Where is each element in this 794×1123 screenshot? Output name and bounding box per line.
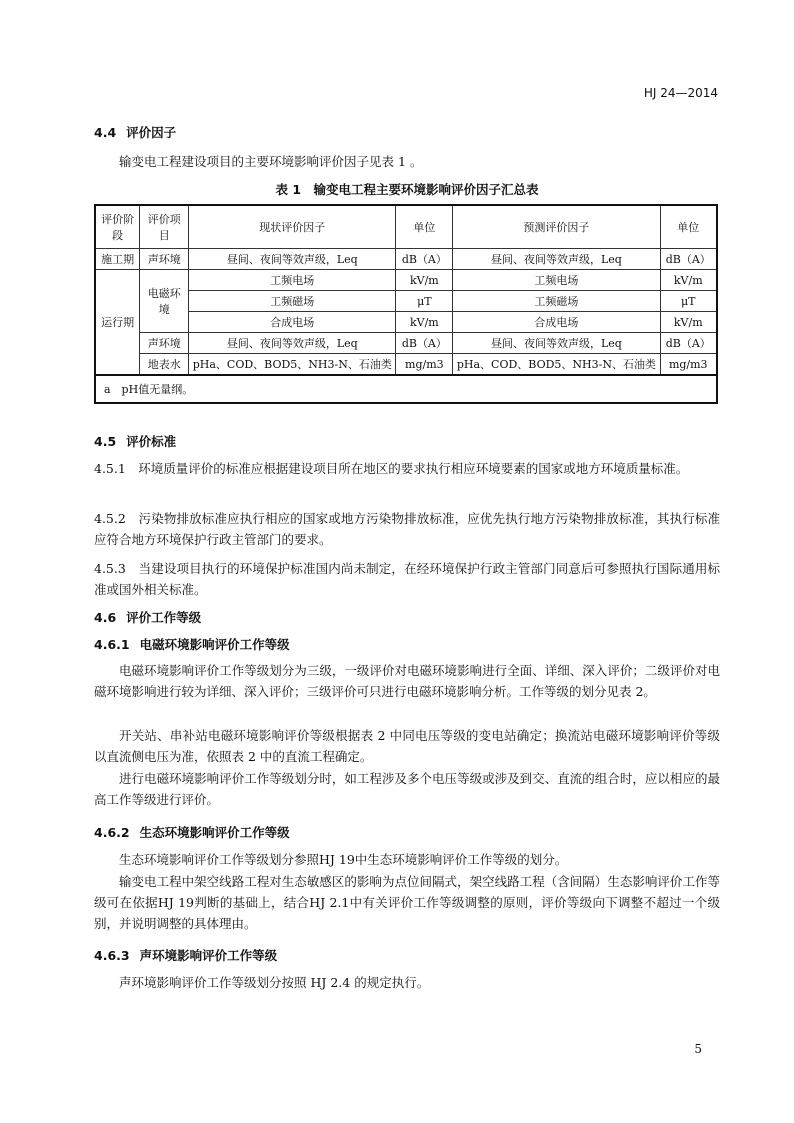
paragraph: 进行电磁环境影响评价工作等级划分时，如工程涉及多个电压等级或涉及到交、直流的组合时，应以相应的最高工作等级进行评价。 <box>94 771 720 807</box>
paragraph: 电磁环境影响评价工作等级划分为三级，一级评价对电磁环境影响进行全面、详细、深入评价；二级评价对电磁环境影响进行较为详细、深入评价；三级评价可只进行电磁环境影响分析。工作等级的划分见表 2。 <box>94 663 720 699</box>
predicted-factor-cell: 工频电场 <box>453 270 660 291</box>
section-number: 4.4 <box>94 125 117 140</box>
section-title: 声环境影响评价工作等级 <box>139 948 278 963</box>
section-title: 评价因子 <box>126 125 177 140</box>
table-row <box>95 354 717 376</box>
evaluation-factors-table <box>94 204 718 404</box>
predicted-factor-cell: 昼间、夜间等效声级，Leq <box>453 249 660 270</box>
header-cell: 现状评价因子 <box>189 205 396 249</box>
table-footnote-row <box>95 375 717 403</box>
stage-cell: 运行期 <box>95 270 140 376</box>
section-number: 4.6.2 <box>94 825 130 840</box>
predicted-factor-cell: pHa、COD、BOD5、NH3-N、石油类 <box>453 354 660 376</box>
section-heading-4-4 <box>94 123 176 141</box>
section-title: 评价标准 <box>126 434 177 449</box>
current-factor-cell: pHa、COD、BOD5、NH3-N、石油类 <box>189 354 396 376</box>
current-factor-cell: 昼间、夜间等效声级，Leq <box>189 333 396 354</box>
item-cell: 电磁环境 <box>140 270 189 333</box>
section-number: 4.5 <box>94 434 117 449</box>
predicted-factor-cell: 昼间、夜间等效声级，Leq <box>453 333 660 354</box>
paragraph: 4.5.1 环境质量评价的标准应根据建设项目所在地区的要求执行相应环境要素的国家或地方环境质量标准。 <box>94 461 689 476</box>
page-number: 5 <box>694 1042 702 1056</box>
predicted-factor-cell: 工频磁场 <box>453 291 660 312</box>
item-cell: 声环境 <box>140 333 189 354</box>
unit-cell: dB（A） <box>396 249 453 270</box>
table-row <box>95 291 717 312</box>
paragraph: 4.5.3 当建设项目执行的环境保护标准国内尚未制定，在经环境保护行政主管部门同意后可参照执行国际通用标准或国外相关标准。 <box>94 561 720 597</box>
item-cell: 声环境 <box>140 249 189 270</box>
current-factor-cell: 合成电场 <box>189 312 396 333</box>
table-caption: 表 1 输变电工程主要环境影响评价因子汇总表 <box>275 182 539 197</box>
predicted-factor-cell: 合成电场 <box>453 312 660 333</box>
header-cell: 单位 <box>660 205 717 249</box>
table-row <box>95 333 717 354</box>
header-cell: 评价项目 <box>140 205 189 249</box>
header-cell: 预测评价因子 <box>453 205 660 249</box>
unit-cell: kV/m <box>660 270 717 291</box>
running-header: HJ 24—2014 <box>643 86 718 100</box>
unit-cell: μT <box>396 291 453 312</box>
current-factor-cell: 工频磁场 <box>189 291 396 312</box>
section-number: 4.6.3 <box>94 948 130 963</box>
unit-cell: dB（A） <box>660 249 717 270</box>
table-row <box>95 270 717 291</box>
section-title: 评价工作等级 <box>126 610 202 625</box>
unit-cell: mg/m3 <box>660 354 717 376</box>
unit-cell: kV/m <box>396 312 453 333</box>
current-factor-cell: 工频电场 <box>189 270 396 291</box>
unit-cell: mg/m3 <box>396 354 453 376</box>
paragraph: 开关站、串补站电磁环境影响评价等级根据表 2 中同电压等级的变电站确定；换流站电磁环境影响评价等级以直流侧电压为准，依照表 2 中的直流工程确定。 <box>94 728 720 764</box>
paragraph: 4.5.2 污染物排放标准应执行相应的国家或地方污染物排放标准，应优先执行地方污染物排放标准，其执行标准应符合地方环境保护行政主管部门的要求。 <box>94 511 720 547</box>
paragraph: 声环境影响评价工作等级划分按照 HJ 2.4 的规定执行。 <box>119 975 430 990</box>
header-cell: 单位 <box>396 205 453 249</box>
unit-cell: kV/m <box>660 312 717 333</box>
section-heading-4-6-3 <box>94 946 277 964</box>
current-factor-cell: 昼间、夜间等效声级，Leq <box>189 249 396 270</box>
section-heading-4-6 <box>94 608 201 626</box>
section-heading-4-6-1 <box>94 635 290 653</box>
paragraph: 输变电工程中架空线路工程对生态敏感区的影响为点位间隔式，架空线路工程（含间隔）生态影响评价工作等级可在依据HJ 19判断的基础上，结合HJ 2.1中有关评价工作等级调整的原则，评价等级向下调整不超过一个级别，并说明调整的具体理由。 <box>94 874 720 931</box>
section-number: 4.6.1 <box>94 637 130 652</box>
item-cell: 地表水 <box>140 354 189 376</box>
table-header-row <box>95 205 717 249</box>
table-footnote: a pH值无量纲。 <box>95 375 717 403</box>
table-row <box>95 249 717 270</box>
unit-cell: dB（A） <box>660 333 717 354</box>
section-number: 4.6 <box>94 610 117 625</box>
stage-cell: 施工期 <box>95 249 140 270</box>
section-title: 电磁环境影响评价工作等级 <box>139 637 290 652</box>
paragraph: 输变电工程建设项目的主要环境影响评价因子见表 1 。 <box>119 154 423 169</box>
table-row <box>95 312 717 333</box>
section-heading-4-5 <box>94 432 176 450</box>
unit-cell: kV/m <box>396 270 453 291</box>
section-title: 生态环境影响评价工作等级 <box>139 825 290 840</box>
unit-cell: dB（A） <box>396 333 453 354</box>
section-heading-4-6-2 <box>94 823 290 841</box>
paragraph: 生态环境影响评价工作等级划分参照HJ 19中生态环境影响评价工作等级的划分。 <box>119 852 568 867</box>
unit-cell: μT <box>660 291 717 312</box>
header-cell: 评价阶段 <box>95 205 140 249</box>
